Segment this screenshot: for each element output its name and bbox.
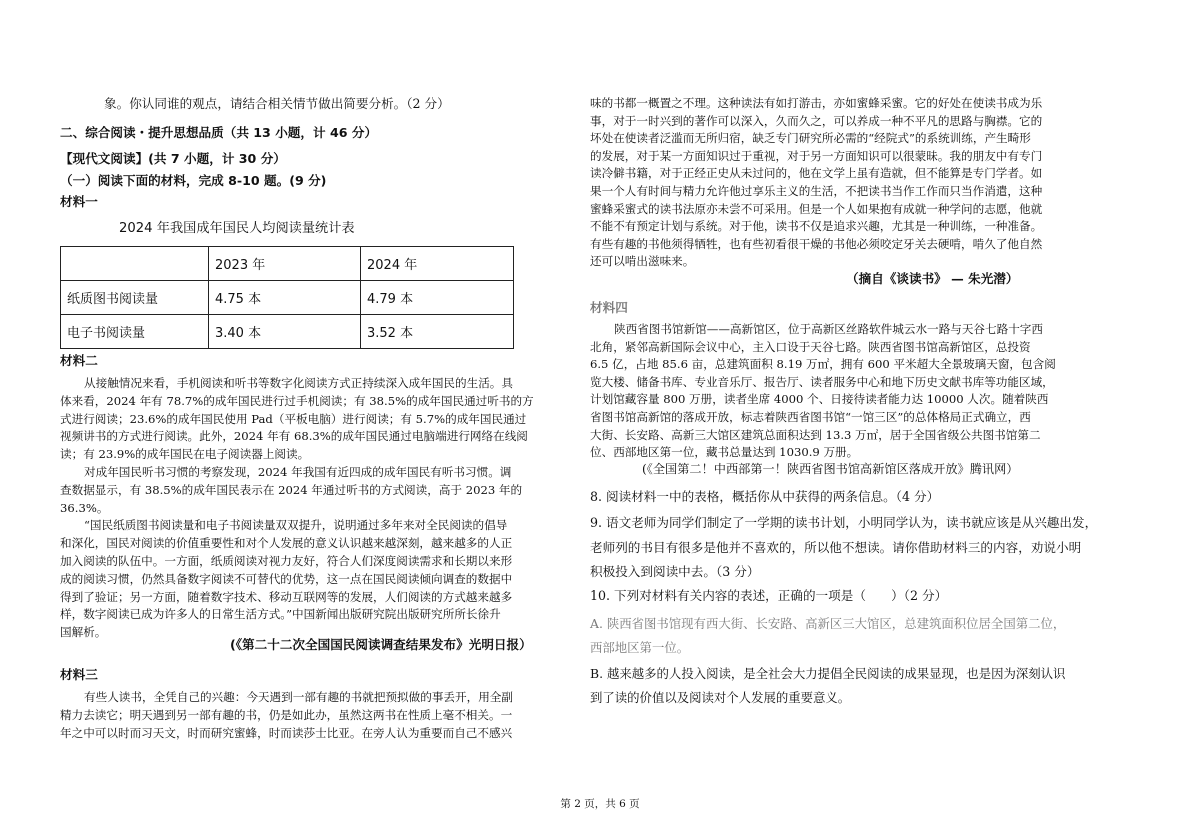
question-line: 积极投入到阅读中去。（3 分） — [590, 564, 760, 579]
material2-label: 材料二 — [60, 353, 98, 368]
table-header-cell: 2024 年 — [361, 247, 514, 281]
part-title: （一）阅读下面的材料，完成 8-10 题。(9 分) — [60, 173, 327, 188]
paragraph-line: 有些有趣的书他须得牺牲，也有些初看很干燥的书他必须咬定牙关去硬啃，啃久了他自然 — [590, 236, 1043, 251]
material2-source: (《第二十二次全国国民阅读调查结果发布》光明日报） — [230, 637, 532, 652]
section-title: 二、综合阅读・提升思想品质（共 13 小题，计 46 分） — [60, 125, 378, 140]
paragraph-line: 事，对于一时兴到的著作可以深入，久而久之，可以养成一种不平凡的思路与胸襟。它的 — [590, 113, 1043, 128]
paragraph-line: 有些人读书，全凭自己的兴趣：今天遇到一部有趣的书就把预拟做的事丢开，用全副 — [84, 690, 513, 704]
page-footer: 第 2 页，共 6 页 — [560, 798, 640, 810]
paragraph-line: 得到了验证；另一方面，随着数字技术、移动互联网等的发展，人们阅读的方式越来越多 — [60, 589, 513, 604]
paragraph-line: 北角，紧邻高新国际会议中心，主入口设于天谷七路。陕西省图书馆高新馆区，总投资 — [590, 339, 1031, 354]
paragraph-line: 和深化，国民对阅读的价值重要性和对个人发展的意义认识越来越深刻，越来越多的人正 — [60, 536, 513, 551]
paragraph-line: 加入阅读的队伍中。一方面，纸质阅读对视力友好，符合人们深度阅读需求和长期以来形 — [60, 554, 513, 568]
paragraph-line: 蜜蜂采蜜式的读书法原亦未尝不可采用。但是一个人如果抱有成就一种学问的志愿，他就 — [590, 201, 1043, 216]
subsection-title: 【现代文阅读】(共 7 小题，计 30 分） — [60, 151, 286, 166]
table-cell: 4.79 本 — [361, 281, 514, 315]
paragraph-line: 6.5 亿，占地 85.6 亩，总建筑面积 8.19 万㎡，拥有 600 平米超大全景玻璃天窗，包含阅 — [590, 357, 1056, 372]
option-line: 到了读的价值以及阅读对个人发展的重要意义。 — [590, 690, 851, 705]
paragraph-line: 计划馆藏容量 800 万册，读者坐席 4000 个、日接待读者能力达 10000 人次。随着陕西 — [590, 392, 1049, 407]
paragraph-line: 陕西省图书馆新馆——高新馆区，位于高新区丝路软件城云水一路与天谷七路十字西 — [614, 322, 1043, 336]
paragraph-line: 36.3%。 — [60, 500, 109, 515]
reading-stats-table — [60, 246, 514, 349]
paragraph-line: 味的书都一概置之不理。这种读法有如打游击，亦如蜜蜂采蜜。它的好处在使读书成为乐 — [590, 96, 1043, 110]
paragraph-line: 的发展，对于某一方面知识过于重视，对于另一方面知识可以很蒙昧。我的朋友中有专门 — [590, 148, 1043, 163]
table-cell: 3.40 本 — [209, 315, 361, 349]
question-line: 老师列的书目有很多是他并不喜欢的，所以他不想读。请你借助材料三的内容，劝说小明 — [590, 539, 1082, 555]
paragraph-line: 体来看，2024 年有 78.7%的成年国民进行过手机阅读；有 38.5%的成年国民通过听书的方 — [60, 393, 534, 408]
paragraph-line: 坏处在使读者泛滥而无所归宿，缺乏专门研究所必需的“经院式”的系统训练，产生畸形 — [590, 131, 1031, 146]
material4-source: (《全国第二！中西部第一！陕西省图书馆高新馆区落成开放》腾讯网） — [642, 462, 1019, 476]
table-header-cell — [61, 247, 209, 281]
table-row — [61, 281, 514, 315]
table-cell: 4.75 本 — [209, 281, 361, 315]
paragraph-line: 查数据显示，有 38.5%的成年国民表示在 2024 年通过听书的方式阅读，高于 2023 年的 — [60, 482, 523, 497]
q7-tail: 象。你认同谁的观点，请结合相关情节做出简要分析。（2 分） — [104, 96, 450, 111]
paragraph-line: 样，数字阅读已成为许多人的日常生活方式。”中国新闻出版研究院出版研究所所长徐升 — [60, 607, 501, 622]
paragraph-line: 国解析。 — [60, 625, 107, 640]
material3-source: （摘自《谈读书》 — 朱光潜） — [846, 271, 1019, 286]
table-cell: 电子书阅读量 — [61, 315, 209, 349]
material4-label: 材料四 — [590, 300, 628, 315]
table-title: 2024 年我国成年国民人均阅读量统计表 — [119, 221, 355, 236]
paragraph-line: 对成年国民听书习惯的考察发现，2024 年我国有近四成的成年国民有听书习惯。调 — [84, 465, 512, 479]
material3-label: 材料三 — [60, 667, 98, 682]
paragraph-line: 省图书馆高新馆的落成开放，标志着陕西省图书馆“一馆三区”的总体格局正式确立，西 — [590, 410, 1031, 424]
table-header-cell: 2023 年 — [209, 247, 361, 281]
paragraph-line: 视频讲书的方式进行阅读。此外，2024 年有 68.3%的成年国民通过电脑端进行网络在线阅 — [60, 429, 528, 444]
table-cell: 纸质图书阅读量 — [61, 281, 209, 315]
paragraph-line: 读；有 23.9%的成年国民在电子阅读器上阅读。 — [60, 447, 310, 462]
paragraph-line: 览大楼、储备书库、专业音乐厅、报告厅、读者服务中心和地下历史文献书库等功能区域， — [590, 374, 1054, 389]
option-line: B. 越来越多的人投入阅读，是全社会大力提倡全民阅读的成果显现，也是因为深刻认识 — [590, 666, 1066, 681]
question-8: 8. 阅读材料一中的表格，概括你从中获得的两条信息。（4 分） — [590, 489, 940, 504]
paragraph-line: 成的阅读习惯，仍然具备数字阅读不可替代的优势，这一点在国民阅读倾向调查的数据中 — [60, 571, 513, 586]
paragraph-line: 精力去读它；明天遇到另一部有趣的书，仍是如此办，虽然这两书在性质上毫不相关。一 — [60, 707, 513, 722]
option-line: 西部地区第一位。 — [590, 640, 690, 655]
paragraph-line: 年之中可以时而习天文，时而研究蜜蜂，时而读莎士比亚。在旁人认为重要而自己不感兴 — [60, 725, 513, 740]
question-line: 9. 语文老师为同学们制定了一学期的读书计划，小明同学认为，读书就应该是从兴趣出发， — [590, 515, 1098, 530]
paragraph-line: 位、西部地区第一位，藏书总量达到 1030.9 万册。 — [590, 445, 859, 460]
table-header-row — [61, 247, 514, 281]
material1-label: 材料一 — [60, 194, 98, 209]
paragraph-line: “国民纸质图书阅读量和电子书阅读量双双提升，说明通过多年来对全民阅读的倡导 — [84, 518, 508, 533]
paragraph-line: 式进行阅读；23.6%的成年国民使用 Pad（平板电脑）进行阅读；有 5.7%的成年国民通过 — [60, 411, 527, 426]
question-10: 10. 下列对材料有关内容的表述，正确的一项是（ ）（2 分） — [590, 588, 948, 603]
table-cell: 3.52 本 — [361, 315, 514, 349]
paragraph-line: 不能不有预定计划与系统。对于他，读书不仅是追求兴趣，尤其是一种训练，一种准备。 — [590, 219, 1043, 234]
paragraph-line: 果一个人有时间与精力允许他过享乐主义的生活，不把读书当作工作而只当作消遣，这种 — [590, 184, 1043, 198]
paragraph-line: 还可以啃出滋味来。 — [590, 254, 695, 269]
table-row — [61, 315, 514, 349]
paragraph-line: 大街、长安路、高新三大馆区建筑总面积达到 13.3 万㎡，居于全国省级公共图书馆第二 — [590, 427, 1041, 442]
paragraph-line: 从接触情况来看，手机阅读和听书等数字化阅读方式正持续深入成年国民的生活。具 — [84, 376, 513, 390]
option-line: A. 陕西省图书馆现有西大街、长安路、高新区三大馆区，总建筑面积位居全国第二位， — [590, 616, 1066, 631]
paragraph-line: 读冷僻书籍，对于正经正史从未过问的，他在文学上虽有造就，但不能算是专门学者。如 — [590, 166, 1043, 181]
